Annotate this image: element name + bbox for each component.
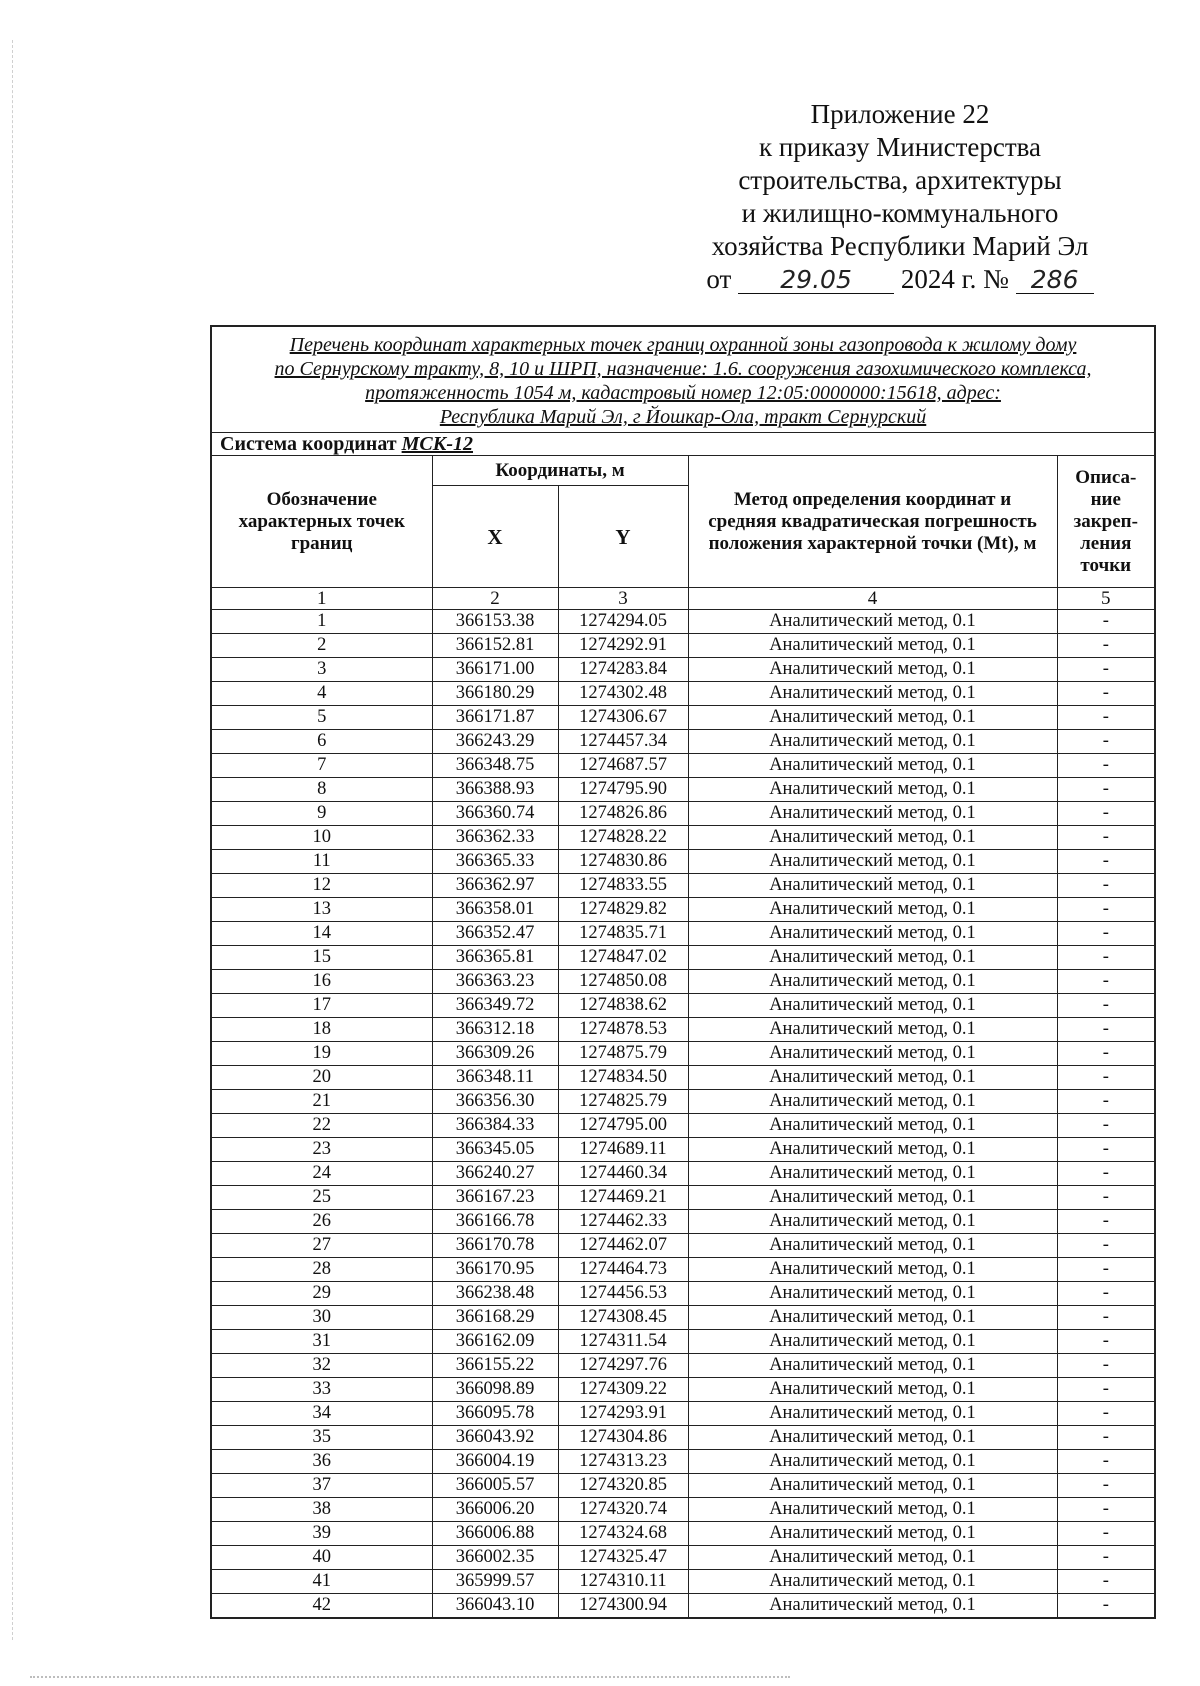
x-coordinate-cell: 366360.74 [432,802,558,826]
description-cell: - [1057,1522,1155,1546]
method-cell: Аналитический метод, 0.1 [688,1090,1057,1114]
point-number-cell: 11 [211,850,432,874]
table-row [211,1210,1155,1234]
description-cell: - [1057,826,1155,850]
column-number: 1 [211,588,432,610]
coordinates-table [210,325,1156,1619]
method-cell: Аналитический метод, 0.1 [688,610,1057,634]
description-cell: - [1057,1234,1155,1258]
y-coordinate-cell: 1274833.55 [558,874,688,898]
method-cell: Аналитический метод, 0.1 [688,802,1057,826]
description-cell: - [1057,1282,1155,1306]
y-coordinate-cell: 1274292.91 [558,634,688,658]
header-description: Описа- ние закреп- ления точки [1057,456,1155,588]
method-cell: Аналитический метод, 0.1 [688,1426,1057,1450]
table-caption [211,326,1155,433]
method-cell: Аналитический метод, 0.1 [688,1138,1057,1162]
x-coordinate-cell: 366352.47 [432,922,558,946]
y-coordinate-cell: 1274283.84 [558,658,688,682]
method-cell: Аналитический метод, 0.1 [688,1522,1057,1546]
y-coordinate-cell: 1274320.74 [558,1498,688,1522]
x-coordinate-cell: 366171.00 [432,658,558,682]
method-cell: Аналитический метод, 0.1 [688,946,1057,970]
method-cell: Аналитический метод, 0.1 [688,1498,1057,1522]
table-row [211,1258,1155,1282]
table-row [211,610,1155,634]
header-x: X [432,486,558,588]
y-coordinate-cell: 1274826.86 [558,802,688,826]
y-coordinate-cell: 1274293.91 [558,1402,688,1426]
table-row [211,1546,1155,1570]
method-cell: Аналитический метод, 0.1 [688,1186,1057,1210]
description-cell: - [1057,1378,1155,1402]
point-number-cell: 38 [211,1498,432,1522]
x-coordinate-cell: 366005.57 [432,1474,558,1498]
x-coordinate-cell: 366170.78 [432,1234,558,1258]
y-coordinate-cell: 1274462.33 [558,1210,688,1234]
table-row [211,634,1155,658]
caption-line: Перечень координат характерных точек границ охранной зоны газопровода к жилому дому [289,334,1077,356]
caption-line: по Сернурскому тракту, 8, 10 и ШРП, назначение: 1.6. сооружения газохимического комплекса, [274,358,1092,380]
point-number-cell: 14 [211,922,432,946]
y-coordinate-cell: 1274834.50 [558,1066,688,1090]
appendix-line: к приказу Министерства [758,132,1042,162]
description-cell: - [1057,1402,1155,1426]
table-row [211,658,1155,682]
method-cell: Аналитический метод, 0.1 [688,1018,1057,1042]
table-row [211,826,1155,850]
x-coordinate-cell: 366162.09 [432,1330,558,1354]
header-y: Y [558,486,688,588]
method-cell: Аналитический метод, 0.1 [688,874,1057,898]
y-coordinate-cell: 1274325.47 [558,1546,688,1570]
y-coordinate-cell: 1274302.48 [558,682,688,706]
point-number-cell: 7 [211,754,432,778]
y-coordinate-cell: 1274825.79 [558,1090,688,1114]
table-row [211,778,1155,802]
y-coordinate-cell: 1274306.67 [558,706,688,730]
table-row [211,1378,1155,1402]
appendix-line: строительства, архитектуры [738,165,1062,195]
header-point: Обозначение характерных точек границ [211,456,432,588]
coordinate-system-value: МСК-12 [401,433,473,455]
point-number-cell: 12 [211,874,432,898]
caption-line: протяженность 1054 м, кадастровый номер 12:05:0000000:15618, адрес: [365,382,1001,404]
date-prefix: от [706,264,732,294]
description-cell: - [1057,1210,1155,1234]
description-cell: - [1057,1042,1155,1066]
table-row [211,1498,1155,1522]
point-number-cell: 25 [211,1186,432,1210]
table-row [211,730,1155,754]
description-cell: - [1057,1546,1155,1570]
x-coordinate-cell: 366238.48 [432,1282,558,1306]
y-coordinate-cell: 1274457.34 [558,730,688,754]
method-cell: Аналитический метод, 0.1 [688,850,1057,874]
description-cell: - [1057,994,1155,1018]
y-coordinate-cell: 1274464.73 [558,1258,688,1282]
description-cell: - [1057,922,1155,946]
description-cell: - [1057,1066,1155,1090]
point-number-cell: 31 [211,1330,432,1354]
method-cell: Аналитический метод, 0.1 [688,898,1057,922]
x-coordinate-cell: 366384.33 [432,1114,558,1138]
x-coordinate-cell: 366358.01 [432,898,558,922]
point-number-cell: 29 [211,1282,432,1306]
point-number-cell: 13 [211,898,432,922]
x-coordinate-cell: 366240.27 [432,1162,558,1186]
method-cell: Аналитический метод, 0.1 [688,1570,1057,1594]
x-coordinate-cell: 366362.97 [432,874,558,898]
point-number-cell: 37 [211,1474,432,1498]
y-coordinate-cell: 1274850.08 [558,970,688,994]
method-cell: Аналитический метод, 0.1 [688,1546,1057,1570]
y-coordinate-cell: 1274308.45 [558,1306,688,1330]
method-cell: Аналитический метод, 0.1 [688,1378,1057,1402]
header-coordinates: Координаты, м [432,456,688,486]
x-coordinate-cell: 366362.33 [432,826,558,850]
appendix-line: и жилищно-коммунального [741,198,1059,228]
x-coordinate-cell: 366166.78 [432,1210,558,1234]
table-row [211,802,1155,826]
caption-line: Республика Марий Эл, г Йошкар-Ола, тракт Сернурский [439,406,927,428]
x-coordinate-cell: 366095.78 [432,1402,558,1426]
point-number-cell: 30 [211,1306,432,1330]
description-cell: - [1057,1186,1155,1210]
handwritten-order-number: 286 [1016,267,1094,294]
point-number-cell: 32 [211,1354,432,1378]
method-cell: Аналитический метод, 0.1 [688,1474,1057,1498]
y-coordinate-cell: 1274828.22 [558,826,688,850]
method-cell: Аналитический метод, 0.1 [688,1114,1057,1138]
x-coordinate-cell: 366006.88 [432,1522,558,1546]
point-number-cell: 21 [211,1090,432,1114]
x-coordinate-cell: 366171.87 [432,706,558,730]
x-coordinate-cell: 366170.95 [432,1258,558,1282]
point-number-cell: 5 [211,706,432,730]
method-cell: Аналитический метод, 0.1 [688,994,1057,1018]
column-number: 3 [558,588,688,610]
column-number: 5 [1057,588,1155,610]
appendix-line: Приложение 22 [810,99,990,129]
point-number-cell: 6 [211,730,432,754]
description-cell: - [1057,1114,1155,1138]
point-number-cell: 3 [211,658,432,682]
x-coordinate-cell: 366152.81 [432,634,558,658]
x-coordinate-cell: 366155.22 [432,1354,558,1378]
point-number-cell: 34 [211,1402,432,1426]
x-coordinate-cell: 366309.26 [432,1042,558,1066]
method-cell: Аналитический метод, 0.1 [688,658,1057,682]
method-cell: Аналитический метод, 0.1 [688,754,1057,778]
method-cell: Аналитический метод, 0.1 [688,1402,1057,1426]
order-date-line [700,263,1100,296]
coordinate-system-row [211,433,1155,456]
x-coordinate-cell: 366006.20 [432,1498,558,1522]
method-cell: Аналитический метод, 0.1 [688,682,1057,706]
y-coordinate-cell: 1274297.76 [558,1354,688,1378]
point-number-cell: 40 [211,1546,432,1570]
point-number-cell: 10 [211,826,432,850]
table-row [211,1450,1155,1474]
table-row [211,1570,1155,1594]
description-cell: - [1057,1138,1155,1162]
point-number-cell: 42 [211,1594,432,1619]
column-number: 4 [688,588,1057,610]
x-coordinate-cell: 366388.93 [432,778,558,802]
table-row [211,1354,1155,1378]
description-cell: - [1057,1306,1155,1330]
description-cell: - [1057,1450,1155,1474]
method-cell: Аналитический метод, 0.1 [688,1210,1057,1234]
y-coordinate-cell: 1274878.53 [558,1018,688,1042]
point-number-cell: 33 [211,1378,432,1402]
y-coordinate-cell: 1274795.00 [558,1114,688,1138]
description-cell: - [1057,1162,1155,1186]
table-row [211,1474,1155,1498]
y-coordinate-cell: 1274324.68 [558,1522,688,1546]
x-coordinate-cell: 366363.23 [432,970,558,994]
description-cell: - [1057,850,1155,874]
method-cell: Аналитический метод, 0.1 [688,970,1057,994]
x-coordinate-cell: 366356.30 [432,1090,558,1114]
scan-edge-left [12,40,13,1640]
x-coordinate-cell: 366365.33 [432,850,558,874]
coordinate-system-label: Система координат [220,433,397,455]
point-number-cell: 18 [211,1018,432,1042]
point-number-cell: 15 [211,946,432,970]
method-cell: Аналитический метод, 0.1 [688,1282,1057,1306]
description-cell: - [1057,898,1155,922]
point-number-cell: 24 [211,1162,432,1186]
description-cell: - [1057,1258,1155,1282]
point-number-cell: 39 [211,1522,432,1546]
y-coordinate-cell: 1274304.86 [558,1426,688,1450]
table-row [211,874,1155,898]
y-coordinate-cell: 1274460.34 [558,1162,688,1186]
x-coordinate-cell: 366004.19 [432,1450,558,1474]
table-row [211,994,1155,1018]
x-coordinate-cell: 366348.11 [432,1066,558,1090]
method-cell: Аналитический метод, 0.1 [688,1594,1057,1619]
point-number-cell: 17 [211,994,432,1018]
y-coordinate-cell: 1274320.85 [558,1474,688,1498]
x-coordinate-cell: 366345.05 [432,1138,558,1162]
point-number-cell: 41 [211,1570,432,1594]
table-row [211,898,1155,922]
method-cell: Аналитический метод, 0.1 [688,826,1057,850]
table-row [211,1282,1155,1306]
y-coordinate-cell: 1274313.23 [558,1450,688,1474]
point-number-cell: 9 [211,802,432,826]
x-coordinate-cell: 366243.29 [432,730,558,754]
table-row [211,922,1155,946]
description-cell: - [1057,682,1155,706]
method-cell: Аналитический метод, 0.1 [688,1234,1057,1258]
method-cell: Аналитический метод, 0.1 [688,1450,1057,1474]
y-coordinate-cell: 1274309.22 [558,1378,688,1402]
point-number-cell: 4 [211,682,432,706]
point-number-cell: 19 [211,1042,432,1066]
description-cell: - [1057,1330,1155,1354]
method-cell: Аналитический метод, 0.1 [688,1330,1057,1354]
y-coordinate-cell: 1274838.62 [558,994,688,1018]
description-cell: - [1057,1498,1155,1522]
description-cell: - [1057,610,1155,634]
description-cell: - [1057,802,1155,826]
description-cell: - [1057,706,1155,730]
table-row [211,1042,1155,1066]
table-row [211,1162,1155,1186]
appendix-line: хозяйства Республики Марий Эл [711,231,1089,261]
point-number-cell: 20 [211,1066,432,1090]
column-number: 2 [432,588,558,610]
table-row [211,754,1155,778]
method-cell: Аналитический метод, 0.1 [688,922,1057,946]
x-coordinate-cell: 366365.81 [432,946,558,970]
x-coordinate-cell: 365999.57 [432,1570,558,1594]
y-coordinate-cell: 1274687.57 [558,754,688,778]
y-coordinate-cell: 1274875.79 [558,1042,688,1066]
y-coordinate-cell: 1274835.71 [558,922,688,946]
point-number-cell: 23 [211,1138,432,1162]
table-row [211,1306,1155,1330]
handwritten-date: 29.05 [738,267,894,294]
method-cell: Аналитический метод, 0.1 [688,730,1057,754]
x-coordinate-cell: 366098.89 [432,1378,558,1402]
method-cell: Аналитический метод, 0.1 [688,706,1057,730]
y-coordinate-cell: 1274829.82 [558,898,688,922]
table-row [211,850,1155,874]
point-number-cell: 8 [211,778,432,802]
description-cell: - [1057,658,1155,682]
description-cell: - [1057,1090,1155,1114]
table-row [211,970,1155,994]
table-row [211,682,1155,706]
point-number-cell: 27 [211,1234,432,1258]
description-cell: - [1057,1018,1155,1042]
description-cell: - [1057,946,1155,970]
description-cell: - [1057,754,1155,778]
point-number-cell: 2 [211,634,432,658]
description-cell: - [1057,1474,1155,1498]
table-row [211,946,1155,970]
y-coordinate-cell: 1274300.94 [558,1594,688,1619]
method-cell: Аналитический метод, 0.1 [688,1066,1057,1090]
point-number-cell: 26 [211,1210,432,1234]
point-number-cell: 35 [211,1426,432,1450]
description-cell: - [1057,970,1155,994]
description-cell: - [1057,1354,1155,1378]
y-coordinate-cell: 1274469.21 [558,1186,688,1210]
x-coordinate-cell: 366002.35 [432,1546,558,1570]
description-cell: - [1057,778,1155,802]
description-cell: - [1057,1570,1155,1594]
table-row [211,1522,1155,1546]
method-cell: Аналитический метод, 0.1 [688,1258,1057,1282]
y-coordinate-cell: 1274310.11 [558,1570,688,1594]
table-row [211,1138,1155,1162]
description-cell: - [1057,1426,1155,1450]
method-cell: Аналитический метод, 0.1 [688,1162,1057,1186]
y-coordinate-cell: 1274311.54 [558,1330,688,1354]
description-cell: - [1057,1594,1155,1619]
x-coordinate-cell: 366043.92 [432,1426,558,1450]
y-coordinate-cell: 1274847.02 [558,946,688,970]
table-row [211,1402,1155,1426]
y-coordinate-cell: 1274462.07 [558,1234,688,1258]
table-row [211,1066,1155,1090]
method-cell: Аналитический метод, 0.1 [688,1354,1057,1378]
method-cell: Аналитический метод, 0.1 [688,778,1057,802]
table-row [211,1114,1155,1138]
table-row [211,1234,1155,1258]
method-cell: Аналитический метод, 0.1 [688,1306,1057,1330]
x-coordinate-cell: 366312.18 [432,1018,558,1042]
table-row [211,1186,1155,1210]
table-row [211,1090,1155,1114]
x-coordinate-cell: 366153.38 [432,610,558,634]
method-cell: Аналитический метод, 0.1 [688,634,1057,658]
year-number-label: 2024 г. № [900,264,1009,294]
y-coordinate-cell: 1274456.53 [558,1282,688,1306]
x-coordinate-cell: 366043.10 [432,1594,558,1619]
x-coordinate-cell: 366180.29 [432,682,558,706]
header-method: Метод определения координат и средняя квадратическая погрешность положения характерной точки (Mt), м [688,456,1057,588]
point-number-cell: 16 [211,970,432,994]
y-coordinate-cell: 1274294.05 [558,610,688,634]
point-number-cell: 22 [211,1114,432,1138]
x-coordinate-cell: 366167.23 [432,1186,558,1210]
x-coordinate-cell: 366349.72 [432,994,558,1018]
scan-edge-bottom [30,1676,790,1678]
description-cell: - [1057,634,1155,658]
description-cell: - [1057,730,1155,754]
y-coordinate-cell: 1274795.90 [558,778,688,802]
appendix-block [700,98,1100,296]
x-coordinate-cell: 366348.75 [432,754,558,778]
table-row [211,1426,1155,1450]
y-coordinate-cell: 1274689.11 [558,1138,688,1162]
point-number-cell: 36 [211,1450,432,1474]
table-row [211,1594,1155,1619]
table-row [211,1018,1155,1042]
method-cell: Аналитический метод, 0.1 [688,1042,1057,1066]
description-cell: - [1057,874,1155,898]
y-coordinate-cell: 1274830.86 [558,850,688,874]
point-number-cell: 28 [211,1258,432,1282]
table-row [211,706,1155,730]
point-number-cell: 1 [211,610,432,634]
x-coordinate-cell: 366168.29 [432,1306,558,1330]
table-row [211,1330,1155,1354]
